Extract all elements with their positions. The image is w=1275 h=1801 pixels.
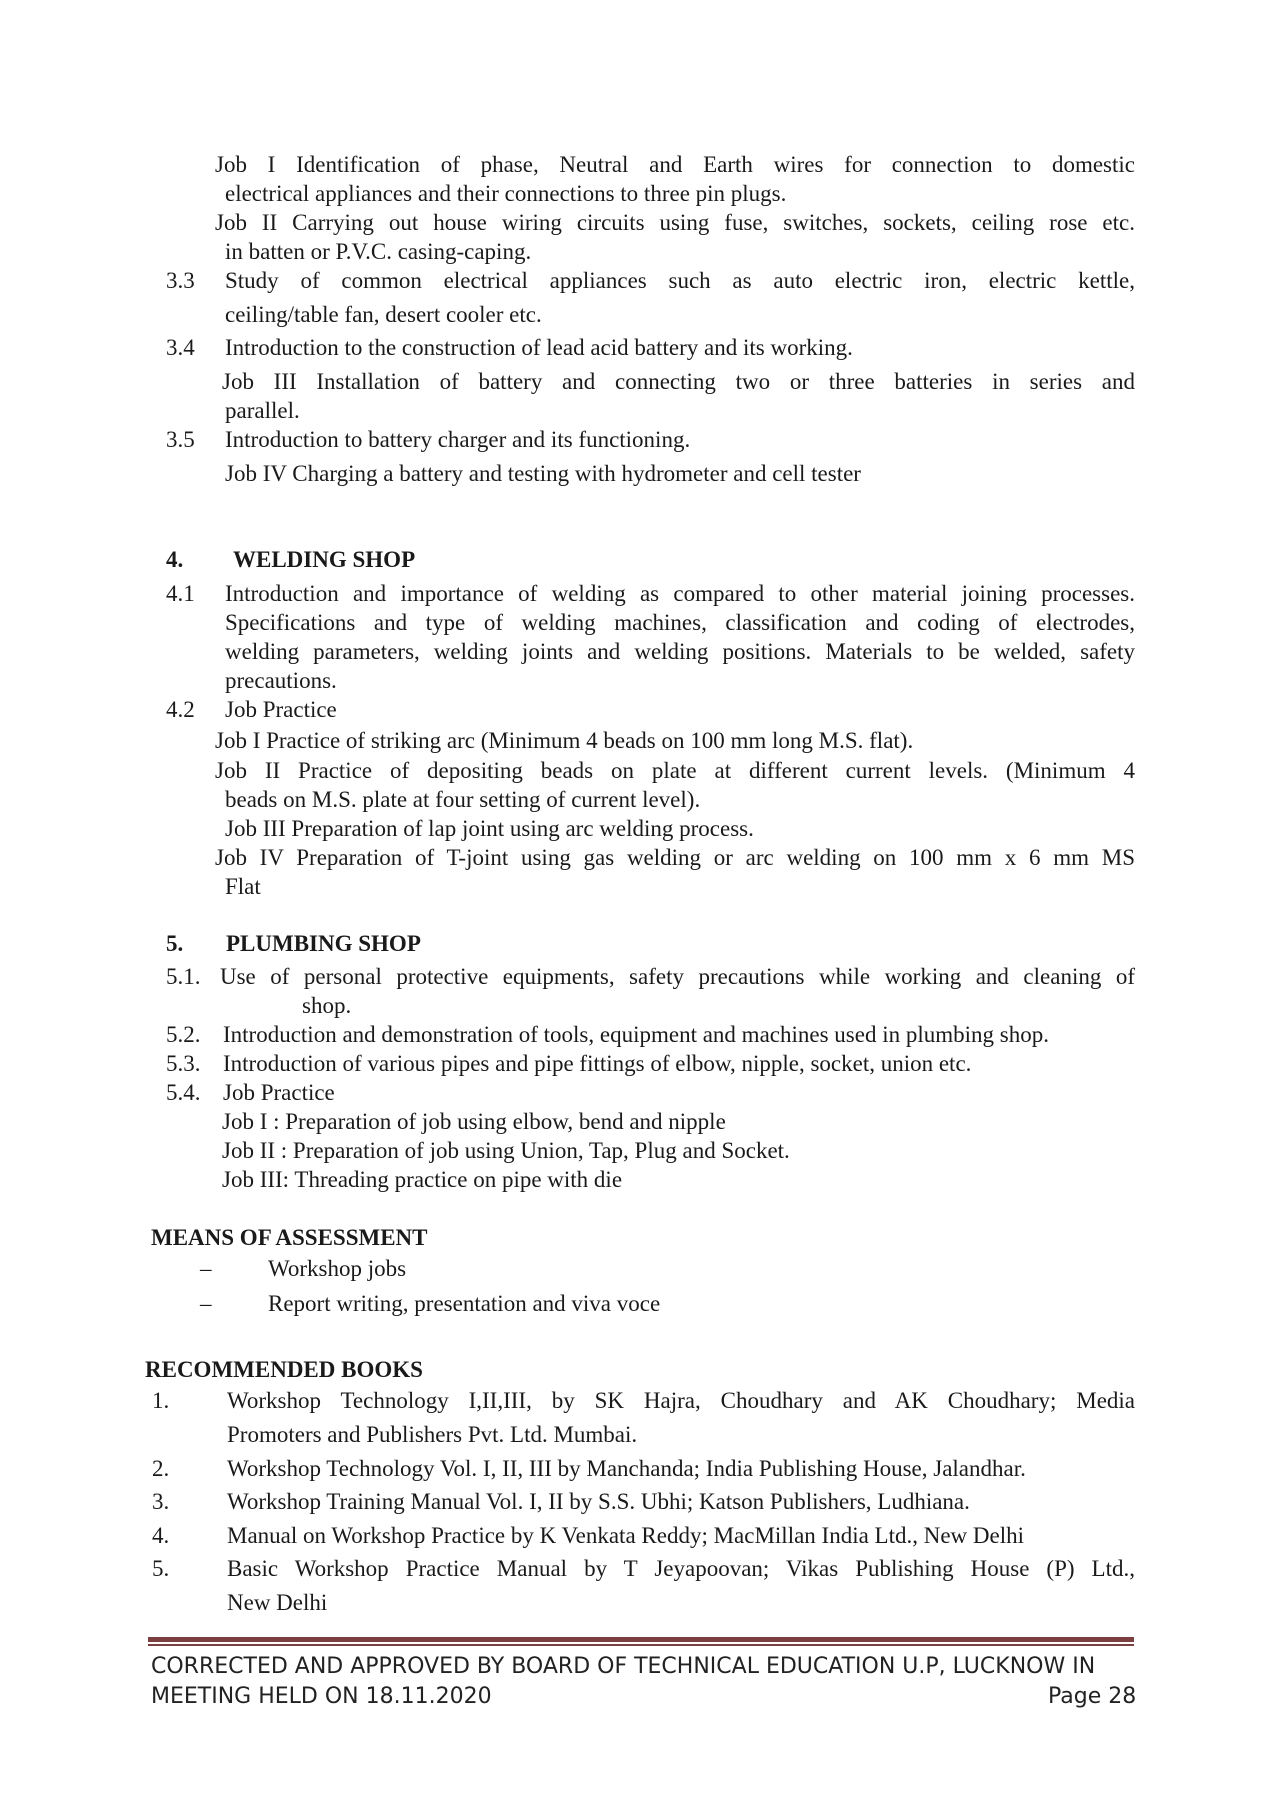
- dash-bullet: –: [200, 1256, 212, 1281]
- book-entry: Workshop Training Manual Vol. I, II by S.S. Ubhi; Katson Publishers, Ludhiana.: [227, 1489, 970, 1514]
- dash-bullet: –: [200, 1291, 212, 1316]
- item-number: 3.4: [166, 335, 195, 360]
- book-number: 1.: [152, 1388, 170, 1413]
- section-title: WELDING SHOP: [233, 547, 416, 572]
- book-number: 4.: [152, 1523, 170, 1548]
- book-entry: New Delhi: [227, 1590, 328, 1615]
- footer-text: CORRECTED AND APPROVED BY BOARD OF TECHNICAL EDUCATION U.P, LUCKNOW IN: [151, 1654, 1096, 1679]
- footer-rule: [148, 1644, 1134, 1646]
- book-number: 2.: [152, 1456, 170, 1481]
- job-line: beads on M.S. plate at four setting of current level).: [225, 787, 701, 812]
- book-number: 3.: [152, 1489, 170, 1514]
- job-line: Job IV Charging a battery and testing with hydrometer and cell tester: [225, 461, 861, 486]
- section-number: 4.: [166, 547, 184, 572]
- item-text: Introduction of various pipes and pipe fittings of elbow, nipple, socket, union etc.: [223, 1051, 972, 1076]
- item-number: 4.2: [166, 697, 195, 722]
- job-line: Job III Installation of battery and connecting two or three batteries in series and: [222, 369, 1135, 394]
- book-entry: Workshop Technology I,II,III, by SK Hajra, Choudhary and AK Choudhary; Media: [227, 1388, 1135, 1413]
- book-number: 5.: [152, 1556, 170, 1581]
- item-text: Job Practice: [225, 697, 337, 722]
- books-heading: RECOMMENDED BOOKS: [145, 1357, 423, 1382]
- page-number: Page 28: [1048, 1684, 1137, 1709]
- job-line: Job II Carrying out house wiring circuits using fuse, switches, sockets, ceiling rose etc.: [215, 210, 1135, 235]
- book-entry: Promoters and Publishers Pvt. Ltd. Mumbai.: [227, 1422, 638, 1447]
- assessment-item: Workshop jobs: [268, 1256, 407, 1281]
- item-number: 5.4.: [166, 1080, 201, 1105]
- item-number: 5.3.: [166, 1051, 201, 1076]
- item-text: Specifications and type of welding machines, classification and coding of electrodes,: [225, 610, 1135, 635]
- item-text: Introduction to battery charger and its functioning.: [225, 427, 691, 452]
- item-text: Use of personal protective equipments, safety precautions while working and cleaning of: [220, 964, 1135, 989]
- section-title: PLUMBING SHOP: [226, 931, 421, 956]
- item-number: 5.1.: [166, 964, 201, 989]
- assessment-heading: MEANS OF ASSESSMENT: [151, 1225, 428, 1250]
- job-line: electrical appliances and their connections to three pin plugs.: [225, 181, 787, 206]
- item-text: Job Practice: [223, 1080, 335, 1105]
- job-line: Job I Practice of striking arc (Minimum 4 beads on 100 mm long M.S. flat).: [215, 728, 914, 753]
- item-number: 3.5: [166, 427, 195, 452]
- job-line: Job I : Preparation of job using elbow, bend and nipple: [222, 1109, 726, 1134]
- job-line: Job II : Preparation of job using Union, Tap, Plug and Socket.: [222, 1138, 790, 1163]
- item-text: Introduction and importance of welding as compared to other material joining processes.: [225, 581, 1135, 606]
- item-text: shop.: [302, 993, 352, 1018]
- book-entry: Basic Workshop Practice Manual by T Jeyapoovan; Vikas Publishing House (P) Ltd.,: [227, 1556, 1135, 1581]
- item-text: welding parameters, welding joints and welding positions. Materials to be welded, safety: [225, 639, 1135, 664]
- item-number: 5.2.: [166, 1022, 201, 1047]
- item-text: ceiling/table fan, desert cooler etc.: [225, 302, 542, 327]
- job-line: Flat: [225, 874, 261, 899]
- item-number: 4.1: [166, 581, 195, 606]
- item-text: precautions.: [225, 668, 337, 693]
- job-line: parallel.: [225, 398, 300, 423]
- item-text: Introduction and demonstration of tools, equipment and machines used in plumbing shop.: [223, 1022, 1049, 1047]
- job-line: Job III Preparation of lap joint using arc welding process.: [225, 816, 754, 841]
- book-entry: Manual on Workshop Practice by K Venkata Reddy; MacMillan India Ltd., New Delhi: [227, 1523, 1025, 1548]
- item-text: Study of common electrical appliances such as auto electric iron, electric kettle,: [225, 268, 1135, 293]
- job-line: Job I Identification of phase, Neutral and Earth wires for connection to domestic: [215, 152, 1135, 177]
- job-line: Job II Practice of depositing beads on plate at different current levels. (Minimum 4: [215, 758, 1135, 783]
- job-line: Job III: Threading practice on pipe with die: [222, 1167, 623, 1192]
- item-text: Introduction to the construction of lead acid battery and its working.: [225, 335, 853, 360]
- job-line: in batten or P.V.C. casing-caping.: [225, 239, 532, 264]
- section-number: 5.: [166, 931, 184, 956]
- assessment-item: Report writing, presentation and viva voce: [268, 1291, 661, 1316]
- footer-rule: [148, 1637, 1134, 1642]
- footer-text: MEETING HELD ON 18.11.2020: [151, 1684, 492, 1709]
- book-entry: Workshop Technology Vol. I, II, III by Manchanda; India Publishing House, Jalandhar.: [227, 1456, 1026, 1481]
- item-number: 3.3: [166, 268, 195, 293]
- job-line: Job IV Preparation of T-joint using gas welding or arc welding on 100 mm x 6 mm MS: [215, 845, 1135, 870]
